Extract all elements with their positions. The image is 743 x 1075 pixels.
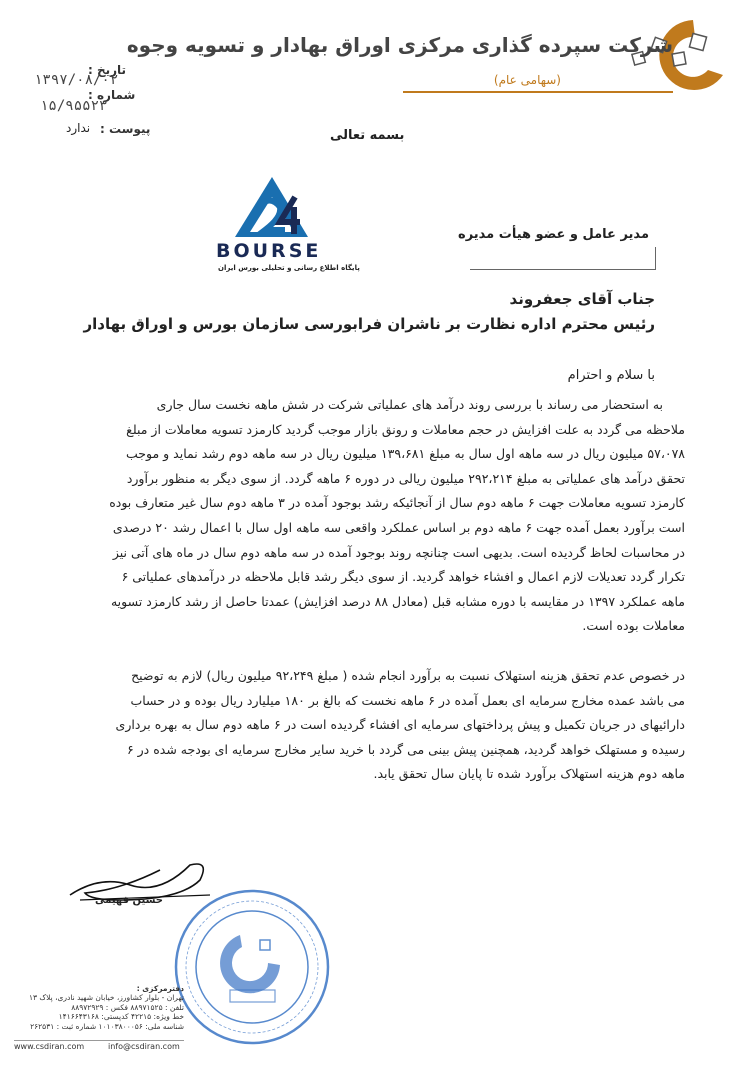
bourse-logo-word: BOURSE xyxy=(216,240,322,262)
recipient-name: جناب آقای جعفروند xyxy=(509,290,655,308)
cc-frame xyxy=(470,247,656,270)
footer-website: www.csdiran.com xyxy=(14,1042,85,1051)
date-label: تاریخ : xyxy=(88,63,127,77)
bourse-logo-tagline: پایگاه اطلاع رسانی و تحلیلی بورس ایران xyxy=(218,264,360,272)
paragraph-line: تکرار گردد تعدیلات لازم اعمال و افشاء خواهد گردید. از سوی دیگر رشد قابل ملاحظه در درآمدهای عملیاتی ۶ xyxy=(121,569,685,585)
cc-recipient: مدیر عامل و عضو هیأت مدیره xyxy=(458,227,649,242)
company-name: شرکت سپرده گذاری مرکزی اوراق بهادار و تسویه وجوه xyxy=(126,33,673,57)
greeting: با سلام و احترام xyxy=(567,368,655,383)
footer-divider xyxy=(14,1040,184,1041)
paragraph-line: ۵۷،۰۷۸ میلیون ریال در سه ماهه اول سال به مبلغ ۱۳۹،۶۸۱ میلیون ریال در سه ماهه دوم رشد نماید و موجب xyxy=(126,446,685,462)
footer-line: تلفن : ۸۸۹۷۱۵۲۵ فکس : ۸۸۹۷۲۹۲۹ xyxy=(71,1002,184,1012)
number-value: ۱۵/۹۵۵۲۳ xyxy=(40,98,108,114)
paragraph-line: تحقق درآمد های عملیاتی به مبلغ ۲۹۲،۲۱۴ میلیون ریالی در دوره ۶ ماهه گردد. از سوی دیگر به منظور برآورد xyxy=(126,470,685,486)
date-value: ۱۳۹۷/۰۸/۰۲ xyxy=(34,72,119,88)
footer-line: شناسه ملی: ۱۰۱۰۳۸۰۰۰۵۶ شماره ثبت : ۲۶۲۵۳۱ xyxy=(30,1021,184,1031)
paragraph-line: در خصوص عدم تحقق هزینه استهلاک نسبت به برآورد انجام شده ( مبلغ ۹۲،۲۴۹ میلیون ریال) لازم به توضیح xyxy=(131,668,685,683)
attachment-label: پیوست : xyxy=(100,122,151,136)
bismillah-heading: بسمه تعالی xyxy=(330,128,405,143)
footer-line: خط ویژه: ۴۲۲۱۵ کدپستی: ۱۴۱۶۶۴۳۱۶۸ xyxy=(58,1012,184,1022)
paragraph-line: ماهه دوم هزینه استهلاک برآورد شده تا پایان سال تحقق یابد. xyxy=(373,766,685,782)
paragraph-line: معاملات بوده است. xyxy=(582,618,685,634)
paragraph-line: ماهه عملکرد ۱۳۹۷ در مقایسه با دوره مشابه قبل (معادل ۸۸ درصد افزایش) عمدتا حاصل از رشد کارمزد تسویه xyxy=(110,593,685,609)
recipient-title: رئیس محترم اداره نظارت بر ناشران فرابورسی سازمان بورس و اوراق بهادار xyxy=(83,315,655,333)
header-underline xyxy=(403,91,673,93)
footer-email: info@csdiran.com xyxy=(108,1042,180,1051)
paragraph-line: رسیده و مستهلک خواهد گردید، همچنین پیش بینی می گردد با خرید سایر مخارج سرمایه ای بودجه شده در ۶ xyxy=(126,741,685,757)
paragraph-line: می باشد عمده مخارج سرمایه ای بعمل آمده در ۶ ماهه نخست که بالغ بر ۱۸۰ میلیارد ریال بوده و در حساب xyxy=(130,692,685,708)
number-label: شماره : xyxy=(88,88,136,102)
paragraph-line: دارائیهای در جریان تکمیل و پیش پرداختهای سرمایه ای افشاء گردیده است در ۶ ماهه دوم سال به بهره برداری xyxy=(115,717,685,733)
company-stamp-icon xyxy=(170,885,335,1050)
footer-line: دفترمرکزی : xyxy=(136,984,184,993)
company-type: (سهامی عام) xyxy=(493,73,561,87)
attachment-value: ندارد xyxy=(66,121,91,135)
footer-line: تهران - بلوار کشاورز، خیابان شهید نادری، پلاک ۱۳ xyxy=(28,993,184,1003)
body-paragraph-1 xyxy=(75,393,685,639)
footer-address xyxy=(14,984,184,1031)
paragraph-line: کارمزد تسویه معاملات جهت ۶ ماهه دوم سال از آنجائیکه رشد بوجود آمده در ۳ ماهه دوم سال غیر متعارف بوده xyxy=(109,495,685,511)
paragraph-line: است برآورد بعمل آمده جهت ۶ ماهه دوم بر اساس عملکرد واقعی سه ماهه اول سال با اعمال رشد ۲۰ درصدی xyxy=(112,519,685,535)
paragraph-line: ملاحظه می گردد به علت افزایش در حجم معاملات و رونق بازار موجب گردید کارمزد تسویه معاملات از مبلغ xyxy=(126,421,685,437)
paragraph-line: به استحضار می رساند با بررسی روند درآمد های عملیاتی شرکت در شش ماهه نخست سال جاری xyxy=(156,397,663,412)
body-paragraph-2 xyxy=(75,664,685,787)
paragraph-line: در محاسبات لحاظ گردیده است. بدیهی است چنانچه روند بوجود آمده در سه ماهه دوم سال در ماه های آتی نیز xyxy=(112,544,685,560)
signer-name: حسین فهیمی xyxy=(95,895,163,906)
